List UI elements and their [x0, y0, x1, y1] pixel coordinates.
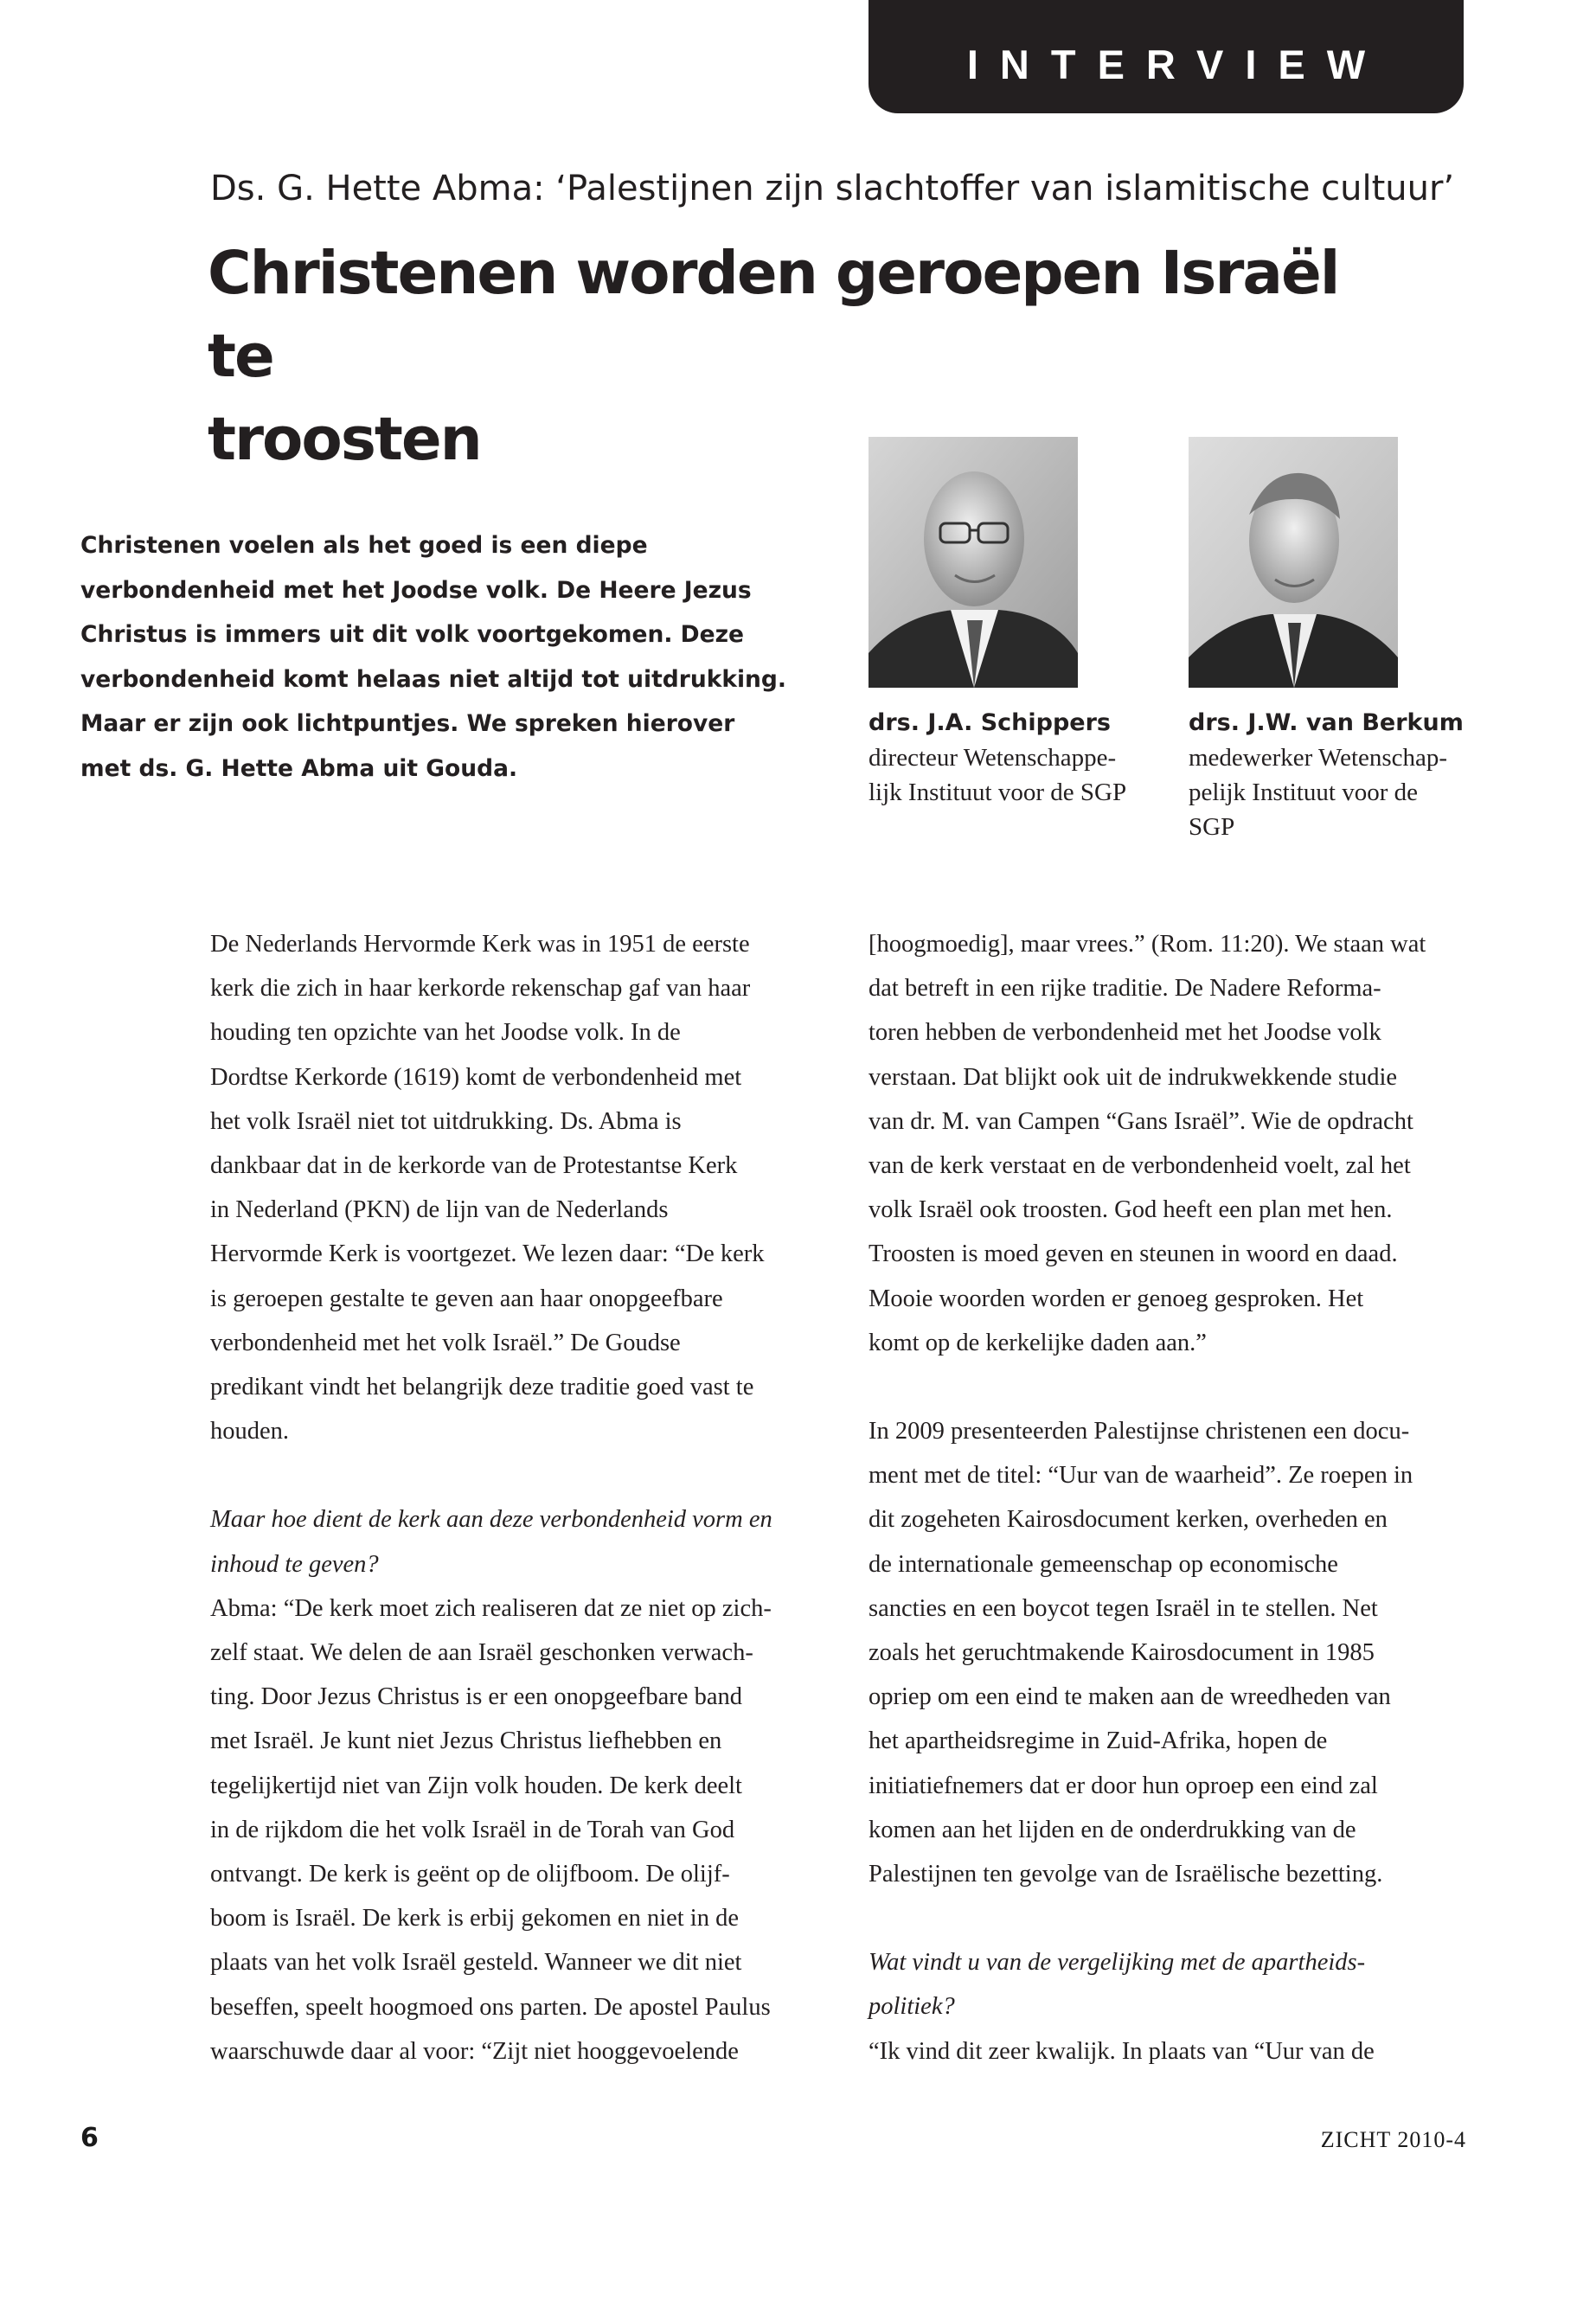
intro-line: Christus is immers uit dit volk voortgekomen. Deze [80, 621, 744, 648]
question-line: politiek? [869, 1993, 955, 2021]
body-paragraph [869, 1409, 1465, 1896]
body-line: Palestijnen ten gevolge van de Israëlische bezetting. [869, 1861, 1383, 1888]
page-number: 6 [80, 2123, 99, 2153]
body-line: plaats van het volk Israël gesteld. Wanneer we dit niet [210, 1949, 742, 1977]
body-paragraph [210, 1586, 816, 2073]
body-line: Dordtse Kerkorde (1619) komt de verbondenheid met [210, 1063, 742, 1091]
author-name: drs. J.A. Schippers [869, 709, 1112, 736]
body-line: in de rijkdom die het volk Israël in de Torah van God [210, 1816, 735, 1843]
body-line: predikant vindt het belangrijk deze traditie goed vast te [210, 1374, 754, 1401]
intro-line: Christenen voelen als het goed is een diepe [80, 532, 648, 559]
body-line: toren hebben de verbondenheid met het Joodse volk [869, 1019, 1381, 1047]
body-line: “Ik vind dit zeer kwalijk. In plaats van “Uur van de [869, 2037, 1375, 2065]
body-line: ontvangt. De kerk is geënt op de olijfboom. De olijf- [210, 1861, 730, 1888]
body-line: dankbaar dat in de kerkorde van de Protestantse Kerk [210, 1152, 738, 1180]
author-role-line: medewerker Wetenschap- [1189, 744, 1448, 772]
author-photo-schippers [869, 437, 1078, 688]
magazine-issue: ZICHT 2010-4 [1320, 2127, 1466, 2152]
body-line: dit zogeheten Kairosdocument kerken, overheden en [869, 1506, 1388, 1534]
body-line: De Nederlands Hervormde Kerk was in 1951 de eerste [210, 931, 750, 958]
body-line: verstaan. Dat blijkt ook uit de indrukwekkende studie [869, 1063, 1398, 1091]
body-line: beseffen, speelt hoogmoed ons parten. De apostel Paulus [210, 1993, 771, 2021]
body-line: het apartheidsregime in Zuid-Afrika, hopen de [869, 1727, 1328, 1755]
body-line: is geroepen gestalte te geven aan haar onopgeefbare [210, 1285, 723, 1312]
body-line: In 2009 presenteerden Palestijnse christenen een docu- [869, 1418, 1410, 1445]
body-line: opriep om een eind te maken aan de wreedheden van [869, 1683, 1391, 1711]
section-label: INTERVIEW [966, 42, 1388, 87]
body-line: ting. Door Jezus Christus is er een onopgeefbare band [210, 1683, 742, 1711]
author-role-line: directeur Wetenschappe- [869, 744, 1117, 772]
kicker: Ds. G. Hette Abma: ‘Palestijnen zijn slachtoffer van islamitische cultuur’ [210, 169, 1455, 208]
headline-line: Christenen worden geroepen Israël te [208, 239, 1339, 391]
author-caption-schippers [869, 706, 1163, 810]
section-tab [869, 0, 1464, 113]
body-line: tegelijkertijd niet van Zijn volk houden. De kerk deelt [210, 1772, 742, 1799]
author-caption-van-berkum [1189, 706, 1483, 844]
body-paragraph [210, 922, 816, 1453]
body-line: initiatiefnemers dat er door hun oproep een eind zal [869, 1772, 1378, 1799]
author-role-line: SGP [1189, 813, 1235, 841]
body-line: ment met de titel: “Uur van de waarheid”. Ze roepen in [869, 1462, 1413, 1490]
intro-line: Maar er zijn ook lichtpuntjes. We spreken hierover [80, 710, 735, 737]
body-line: het volk Israël niet tot uitdrukking. Ds. Abma is [210, 1107, 682, 1135]
author-role-line: pelijk Instituut voor de [1189, 779, 1418, 806]
body-line: [hoogmoedig], maar vrees.” (Rom. 11:20). We staan wat [869, 931, 1426, 958]
interview-question [869, 1940, 1465, 2029]
body-line: van dr. M. van Campen “Gans Israël”. Wie de opdracht [869, 1107, 1413, 1135]
interview-question [210, 1497, 816, 1586]
body-line: houden. [210, 1418, 290, 1445]
body-line: zelf staat. We delen de aan Israël geschonken verwach- [210, 1639, 753, 1667]
body-column-left [210, 922, 816, 2073]
author-photo-van-berkum [1189, 437, 1398, 688]
body-line: Troosten is moed geven en steunen in woord en daad. [869, 1240, 1398, 1268]
body-paragraph [869, 922, 1465, 1365]
body-line: zoals het geruchtmakende Kairosdocument in 1985 [869, 1639, 1375, 1667]
body-line: houding ten opzichte van het Joodse volk. In de [210, 1019, 681, 1047]
question-line: inhoud te geven? [210, 1550, 379, 1578]
body-line: van de kerk verstaat en de verbondenheid voelt, zal het [869, 1152, 1411, 1180]
question-line: Maar hoe dient de kerk aan deze verbondenheid vorm en [210, 1506, 772, 1534]
body-line: in Nederland (PKN) de lijn van de Nederlands [210, 1196, 669, 1224]
body-paragraph [869, 2029, 1465, 2073]
headline-line: troosten [208, 405, 481, 474]
question-line: Wat vindt u van de vergelijking met de apartheids- [869, 1949, 1366, 1977]
body-line: dat betreft in een rijke traditie. De Nadere Reforma- [869, 975, 1381, 1003]
author-role-line: lijk Instituut voor de SGP [869, 779, 1127, 806]
intro-line: verbondenheid komt helaas niet altijd tot uitdrukking. [80, 665, 786, 693]
body-column-right [869, 922, 1465, 2073]
body-line: Hervormde Kerk is voortgezet. We lezen daar: “De kerk [210, 1240, 765, 1268]
body-line: de internationale gemeenschap op economische [869, 1550, 1338, 1578]
body-line: komen aan het lijden en de onderdrukking van de [869, 1816, 1356, 1843]
body-line: sancties en een boycot tegen Israël in te stellen. Net [869, 1594, 1378, 1622]
intro-line: verbondenheid met het Joodse volk. De Heere Jezus [80, 576, 752, 604]
body-line: volk Israël ook troosten. God heeft een plan met hen. [869, 1196, 1393, 1224]
author-name: drs. J.W. van Berkum [1189, 709, 1464, 736]
body-line: kerk die zich in haar kerkorde rekenschap gaf van haar [210, 975, 751, 1003]
body-line: verbondenheid met het volk Israël.” De Goudse [210, 1329, 681, 1356]
body-line: met Israël. Je kunt niet Jezus Christus liefhebben en [210, 1727, 722, 1755]
body-line: waarschuwde daar al voor: “Zijt niet hooggevoelende [210, 2037, 739, 2065]
intro-line: met ds. G. Hette Abma uit Gouda. [80, 754, 518, 782]
body-line: Abma: “De kerk moet zich realiseren dat ze niet op zich- [210, 1594, 772, 1622]
body-line: Mooie woorden worden er genoeg gesproken. Het [869, 1285, 1364, 1312]
body-line: komt op de kerkelijke daden aan.” [869, 1329, 1207, 1356]
body-line: boom is Israël. De kerk is erbij gekomen en niet in de [210, 1905, 739, 1932]
intro-lead [80, 523, 824, 791]
